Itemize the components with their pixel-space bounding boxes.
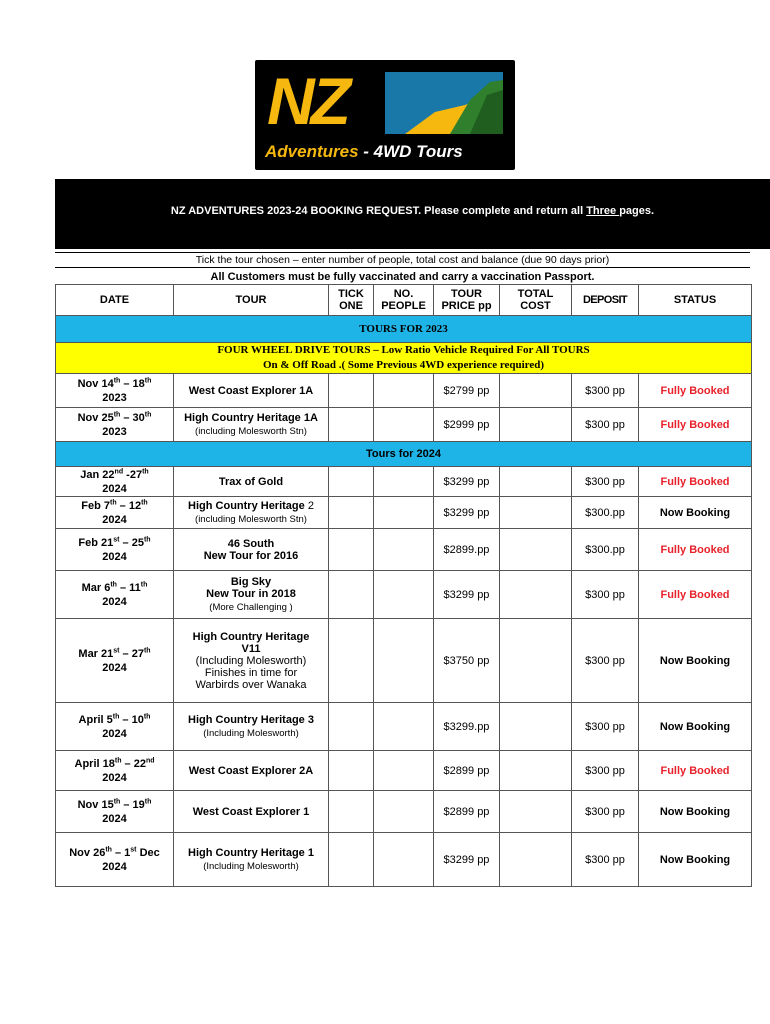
date-suffix: th (144, 410, 152, 418)
total-cost-cell[interactable] (500, 791, 572, 833)
date-suffix: nd (145, 756, 155, 764)
tour-price: $3299 pp (434, 467, 500, 497)
tour-name (174, 791, 329, 833)
table-row (56, 408, 752, 442)
deposit-amount: $300 pp (572, 833, 639, 887)
date-suffix: st (113, 535, 120, 543)
date-end: – 22 (121, 757, 146, 770)
tour-date (56, 374, 174, 408)
col-date: DATE (56, 285, 174, 316)
col-status: STATUS (639, 285, 752, 316)
tour-name (174, 374, 329, 408)
header-underlined-word: Three (586, 205, 620, 217)
total-cost-cell[interactable] (500, 703, 572, 751)
tick-cell[interactable] (329, 529, 374, 571)
tour-note: (Including Molesworth) (203, 728, 299, 739)
date-start: Feb 7 (81, 499, 111, 512)
total-cost-cell[interactable] (500, 833, 572, 887)
tick-cell[interactable] (329, 703, 374, 751)
deposit-amount: $300 pp (572, 467, 639, 497)
date-year: 2024 (102, 812, 127, 825)
tour-subtitle: New Tour in 2018 (206, 588, 296, 600)
date-start: Mar 21 (78, 647, 114, 660)
date-suffix: th (142, 467, 149, 475)
date-suffix: th (114, 756, 122, 764)
deposit-amount: $300 pp (572, 703, 639, 751)
tour-note: (Including Molesworth) (195, 654, 307, 667)
date-start: Nov 14 (77, 377, 114, 390)
status-badge: Now Booking (639, 703, 752, 751)
date-suffix: th (110, 580, 117, 588)
total-cost-cell[interactable] (500, 408, 572, 442)
deposit-amount: $300 pp (572, 408, 639, 442)
tour-date (56, 571, 174, 619)
tour-title: High Country Heritage (188, 500, 305, 512)
col-people-l1: NO. (393, 288, 414, 300)
status-badge: Fully Booked (639, 529, 752, 571)
date-suffix: th (143, 535, 151, 543)
tour-price: $3299.pp (434, 703, 500, 751)
tour-name (174, 571, 329, 619)
logo-tagline-b: - 4WD Tours (358, 142, 463, 161)
tour-title: 46 South (227, 537, 275, 550)
col-price-l1: TOUR (451, 288, 482, 300)
tour-title: Big Sky (230, 576, 272, 588)
tour-note-2: Finishes in time for (204, 666, 298, 679)
col-total-l1: TOTAL (517, 288, 554, 300)
tour-price: $3299 pp (434, 833, 500, 887)
date-suffix: th (141, 498, 148, 506)
tour-date (56, 703, 174, 751)
tick-cell[interactable] (329, 374, 374, 408)
tour-title: West Coast Explorer 1A (188, 384, 314, 397)
date-suffix: th (140, 580, 148, 588)
tour-name (174, 408, 329, 442)
date-start: Nov 26 (69, 846, 106, 859)
status-badge: Now Booking (639, 833, 752, 887)
tour-date (56, 751, 174, 791)
total-cost-cell[interactable] (500, 751, 572, 791)
table-row (56, 374, 752, 408)
tour-title: West Coast Explorer 2A (188, 764, 314, 777)
tour-price: $2899 pp (434, 751, 500, 791)
table-row (56, 791, 752, 833)
tour-price: $2799 pp (434, 374, 500, 408)
tour-date (56, 497, 174, 529)
tick-cell[interactable] (329, 408, 374, 442)
table-row (56, 571, 752, 619)
tour-title: High Country Heritage 1 (188, 847, 314, 859)
tour-date (56, 408, 174, 442)
date-end: – 11 (116, 581, 141, 594)
date-end: – 19 (120, 798, 145, 811)
vaccination-notice: All Customers must be fully vaccinated and carry a vaccination Passport. (210, 271, 595, 283)
date-suffix: th (143, 712, 151, 720)
tour-name (174, 497, 329, 529)
tour-price: $3299 pp (434, 497, 500, 529)
total-cost-cell[interactable] (500, 571, 572, 619)
date-year: 2024 (102, 661, 127, 674)
total-cost-cell[interactable] (500, 619, 572, 703)
date-end: – 18 (120, 377, 145, 390)
table-row (56, 703, 752, 751)
tour-name (174, 529, 329, 571)
tours-table (55, 284, 752, 887)
section-row-2024 (56, 442, 752, 467)
date-year: 2024 (102, 550, 127, 563)
logo-nz: NZ (267, 64, 347, 138)
notice-line-1: FOUR WHEEL DRIVE TOURS – Low Ratio Vehicle Required For All TOURS (217, 344, 590, 356)
col-tour: TOUR (174, 285, 329, 316)
people-cell[interactable] (374, 497, 434, 529)
header-text-part: NZ ADVENTURES 2023-24 BOOKING REQUEST. Please complete and return all (170, 205, 587, 217)
col-price-l2: PRICE pp (441, 300, 492, 312)
date-suffix: th (113, 376, 121, 384)
date-suffix: th (110, 498, 117, 506)
tour-price: $2999 pp (434, 408, 500, 442)
date-end: – 12 (116, 499, 142, 512)
booking-header-text (55, 205, 770, 217)
tour-subtitle: V11 (241, 642, 261, 655)
table-header-row (56, 285, 752, 316)
col-total (500, 285, 572, 316)
deposit-amount: $300 pp (572, 791, 639, 833)
tour-date (56, 467, 174, 497)
deposit-amount: $300 pp (572, 619, 639, 703)
col-people (374, 285, 434, 316)
total-cost-cell[interactable] (500, 467, 572, 497)
people-cell[interactable] (374, 571, 434, 619)
people-cell[interactable] (374, 751, 434, 791)
company-logo (255, 60, 515, 170)
people-cell[interactable] (374, 833, 434, 887)
date-suffix: th (144, 376, 152, 384)
date-suffix: th (113, 410, 121, 418)
logo-tagline (265, 142, 463, 162)
tour-name (174, 619, 329, 703)
date-suffix: th (105, 845, 112, 853)
status-badge: Now Booking (639, 497, 752, 529)
date-start: April 18 (74, 757, 115, 770)
tour-name (174, 833, 329, 887)
tick-cell[interactable] (329, 751, 374, 791)
status-badge: Now Booking (639, 791, 752, 833)
table-row (56, 751, 752, 791)
section-title-2024: Tours for 2024 (56, 442, 752, 467)
col-people-l2: PEOPLE (381, 300, 426, 312)
tour-note: (More Challenging ) (209, 602, 293, 613)
table-row (56, 833, 752, 887)
rows-2023 (56, 374, 752, 442)
tour-price: $3299 pp (434, 571, 500, 619)
status-badge: Now Booking (639, 619, 752, 703)
tour-price: $3750 pp (434, 619, 500, 703)
deposit-amount: $300.pp (572, 497, 639, 529)
section-row-2023 (56, 316, 752, 343)
col-price (434, 285, 500, 316)
deposit-amount: $300 pp (572, 751, 639, 791)
tour-date (56, 791, 174, 833)
date-start: Nov 25 (77, 411, 114, 424)
total-cost-cell[interactable] (500, 529, 572, 571)
date-suffix: st (113, 646, 120, 654)
deposit-amount: $300.pp (572, 529, 639, 571)
status-badge: Fully Booked (639, 571, 752, 619)
booking-header-band (55, 179, 770, 249)
table-row (56, 467, 752, 497)
date-start: Mar 6 (81, 581, 111, 594)
tour-date (56, 833, 174, 887)
tour-note: (including Molesworth Stn) (195, 426, 307, 437)
notice-cell (56, 343, 752, 374)
date-end: – 1 (111, 846, 131, 859)
status-badge: Fully Booked (639, 374, 752, 408)
tour-title: High Country Heritage (192, 630, 310, 643)
date-end: – 10 (119, 713, 144, 726)
tour-title: High Country Heritage 1A (184, 412, 318, 424)
tour-date (56, 529, 174, 571)
date-year: 2024 (102, 771, 127, 784)
tour-price: $2899.pp (434, 529, 500, 571)
col-deposit: DEPOSIT (572, 285, 639, 316)
table-row (56, 619, 752, 703)
date-year: 2024 (102, 727, 127, 740)
people-cell[interactable] (374, 374, 434, 408)
date-end: -27 (123, 468, 143, 481)
total-cost-cell[interactable] (500, 374, 572, 408)
date-year: 2024 (102, 513, 127, 526)
date-end-month: Dec (136, 846, 160, 859)
date-suffix: st (130, 845, 137, 853)
tour-date (56, 619, 174, 703)
tick-cell[interactable] (329, 619, 374, 703)
tour-subtitle: New Tour for 2016 (203, 549, 299, 562)
section-title-2023: TOURS FOR 2023 (56, 316, 752, 343)
date-year: 2024 (102, 482, 127, 495)
people-cell[interactable] (374, 529, 434, 571)
date-year: 2023 (102, 425, 127, 438)
tour-title: Trax of Gold (218, 475, 284, 488)
status-badge: Fully Booked (639, 408, 752, 442)
people-cell[interactable] (374, 408, 434, 442)
date-end: – 25 (119, 536, 144, 549)
rows-2024 (56, 467, 752, 887)
tick-cell[interactable] (329, 467, 374, 497)
people-cell[interactable] (374, 791, 434, 833)
tick-cell[interactable] (329, 791, 374, 833)
deposit-amount: $300 pp (572, 571, 639, 619)
date-year: 2024 (102, 860, 127, 873)
date-start: Feb 21 (78, 536, 114, 549)
status-badge: Fully Booked (639, 751, 752, 791)
tour-note: (including Molesworth Stn) (195, 514, 307, 525)
tick-cell[interactable] (329, 497, 374, 529)
tour-name (174, 703, 329, 751)
tick-cell[interactable] (329, 571, 374, 619)
header-text-end: pages. (619, 205, 655, 217)
people-cell[interactable] (374, 703, 434, 751)
tour-note: (Including Molesworth) (203, 861, 299, 872)
table-row (56, 497, 752, 529)
date-suffix: th (144, 797, 152, 805)
instructions-text: Tick the tour chosen – enter number of people, total cost and balance (due 90 days prior) (55, 252, 750, 268)
tour-title: West Coast Explorer 1 (192, 805, 310, 818)
tour-price: $2899 pp (434, 791, 500, 833)
notice-row (56, 343, 752, 374)
tour-number: 2 (304, 500, 314, 512)
tour-name (174, 751, 329, 791)
col-tick-l1: TICK (338, 288, 364, 300)
tour-title: High Country Heritage 3 (188, 714, 314, 726)
col-tick (329, 285, 374, 316)
tour-note-3: Warbirds over Wanaka (195, 678, 307, 691)
notice-line-2: On & Off Road .( Some Previous 4WD experience required) (262, 359, 545, 371)
table-row (56, 529, 752, 571)
date-year: 2023 (102, 391, 127, 404)
tour-name (174, 467, 329, 497)
date-suffix: th (143, 646, 151, 654)
total-cost-cell[interactable] (500, 497, 572, 529)
col-tick-l2: ONE (339, 300, 363, 312)
date-start: Nov 15 (77, 798, 114, 811)
people-cell[interactable] (374, 467, 434, 497)
tick-cell[interactable] (329, 833, 374, 887)
deposit-amount: $300 pp (572, 374, 639, 408)
status-badge: Fully Booked (639, 467, 752, 497)
date-end: – 27 (119, 647, 144, 660)
date-end: – 30 (120, 411, 145, 424)
date-suffix: nd (114, 467, 124, 475)
date-start: April 5 (78, 713, 113, 726)
logo-tagline-a: Adventures (265, 142, 359, 161)
col-total-l2: COST (520, 300, 551, 312)
date-suffix: th (112, 712, 120, 720)
date-start: Jan 22 (80, 468, 115, 481)
date-year: 2024 (102, 595, 127, 608)
people-cell[interactable] (374, 619, 434, 703)
date-suffix: th (113, 797, 121, 805)
